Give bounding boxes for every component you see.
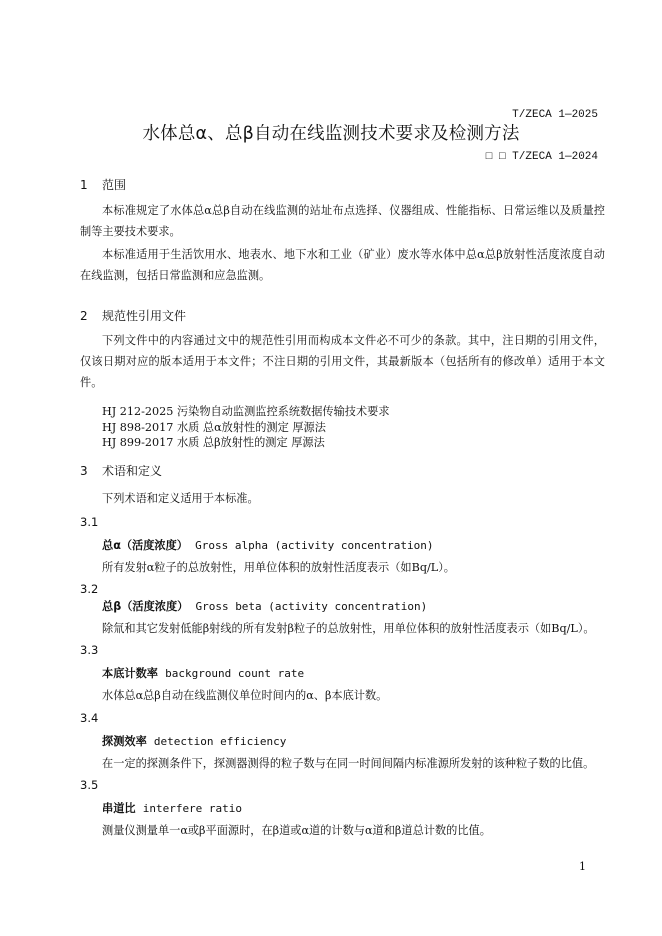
term-chinese: 串道比 [102, 802, 136, 815]
term-number: 3.5 [80, 778, 99, 792]
replaced-standard-code: □ □ T/ZECA 1—2024 [485, 151, 598, 163]
page-number: 1 [579, 860, 586, 873]
term-chinese: 本底计数率 [102, 667, 158, 680]
reference-item: HJ 212-2025 污染物自动监测监控系统数据传输技术要求 [102, 405, 390, 418]
section-3-heading [80, 462, 162, 479]
term-chinese: 总β（活度浓度） [102, 600, 189, 613]
term-number: 3.1 [80, 515, 99, 529]
section-3-intro: 下列术语和定义适用于本标准。 [102, 492, 259, 505]
section-number: 2 [80, 309, 88, 323]
document-title: 水体总α、总β自动在线监测技术要求及检测方法 [142, 124, 520, 144]
term-definition: 在一定的探测条件下，探测器测得的粒子数与在同一时间间隔内标准源所发射的该种粒子数的比值。 [102, 757, 595, 770]
term-number: 3.2 [80, 582, 99, 596]
section-1-paragraph-2: 本标准适用于生活饮用水、地表水、地下水和工业（矿业）废水等水体中总α总β放射性活度浓度自动在线监测，包括日常监测和应急监测。 [80, 248, 605, 282]
section-1-paragraph-1: 本标准规定了水体总α总β自动在线监测的站址布点选择、仪器组成、性能指标、日常运维以及质量控制等主要技术要求。 [80, 204, 605, 238]
section-title: 术语和定义 [102, 464, 163, 478]
section-title: 规范性引用文件 [102, 309, 187, 323]
term-heading [102, 800, 242, 816]
term-heading [102, 537, 434, 553]
section-number: 3 [80, 464, 88, 478]
term-heading [102, 598, 427, 614]
reference-item: HJ 898-2017 水质 总α放射性的测定 厚源法 [102, 421, 326, 434]
term-heading [102, 733, 286, 749]
section-title: 范围 [102, 178, 127, 192]
term-number: 3.4 [80, 711, 99, 725]
section-2-paragraph: 下列文件中的内容通过文中的规范性引用而构成本文件必不可少的条款。其中，注日期的引用文件，仅该日期对应的版本适用于本文件；不注日期的引用文件，其最新版本（包括所有的修改单）适用于本文件。 [80, 334, 605, 389]
term-chinese: 总α（活度浓度） [102, 539, 188, 552]
term-english: interfere ratio [142, 802, 243, 815]
term-heading [102, 665, 304, 681]
term-definition: 所有发射α粒子的总放射性，用单位体积的放射性活度表示（如Bq/L）。 [102, 561, 455, 574]
term-english: background count rate [165, 667, 305, 680]
term-number: 3.3 [80, 643, 99, 657]
section-2-heading [80, 307, 186, 324]
term-definition: 除氚和其它发射低能β射线的所有发射β粒子的总放射性，用单位体积的放射性活度表示（如Bq/L）。 [102, 622, 595, 635]
term-english: detection efficiency [153, 735, 287, 748]
standard-code: T/ZECA 1—2025 [512, 109, 598, 121]
term-chinese: 探测效率 [102, 735, 147, 748]
term-english: Gross beta (activity concentration) [195, 600, 428, 613]
term-definition: 水体总α总β自动在线监测仪单位时间内的α、β本底计数。 [102, 689, 388, 702]
reference-item: HJ 899-2017 水质 总β放射性的测定 厚源法 [102, 436, 325, 449]
term-english: Gross alpha (activity concentration) [195, 539, 434, 552]
section-number: 1 [80, 178, 88, 192]
term-definition: 测量仪测量单一α或β平面源时，在β道或α道的计数与α道和β道总计数的比值。 [102, 824, 491, 837]
section-1-heading [80, 176, 126, 193]
